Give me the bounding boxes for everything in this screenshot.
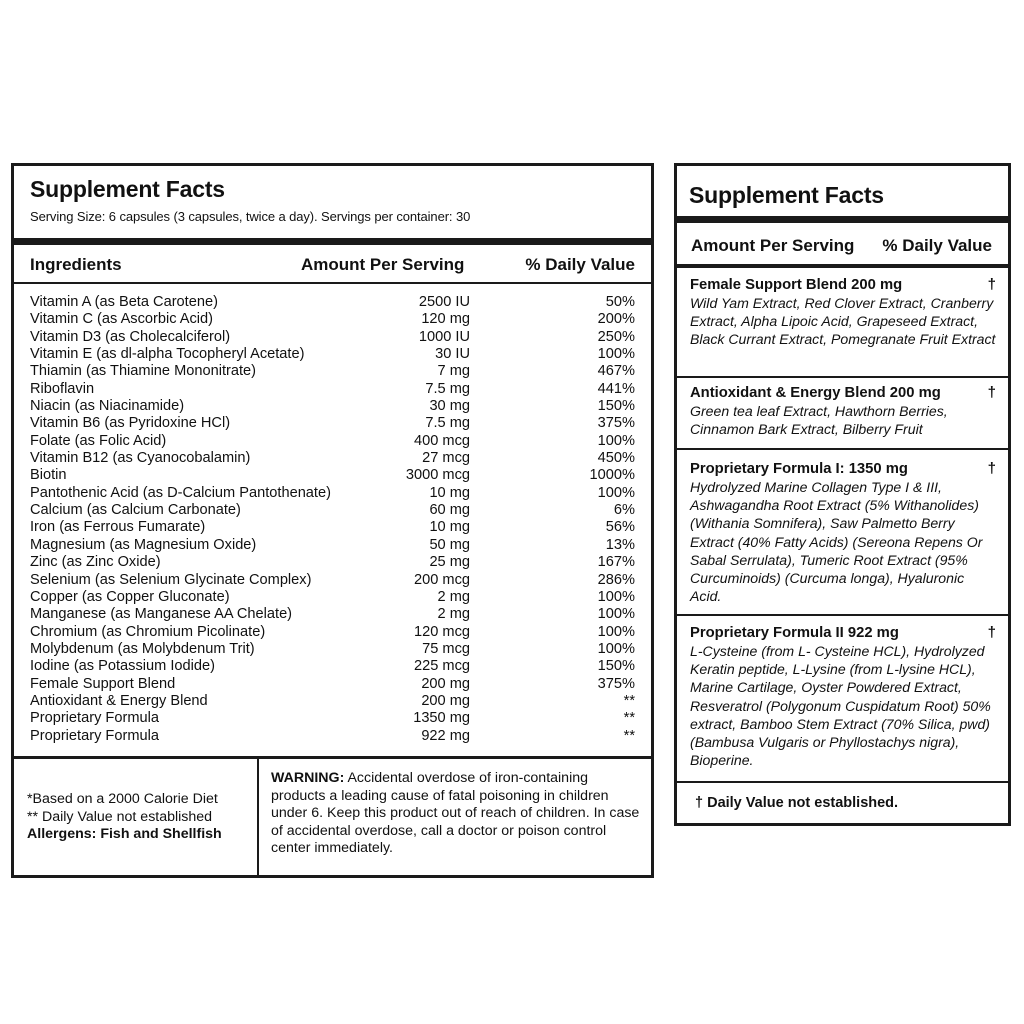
ingredient-amount: 75 mcg [422, 640, 470, 657]
ingredient-amount: 3000 mcg [405, 467, 470, 484]
ingredient-amount: 400 mcg [414, 432, 470, 449]
blend-divider [677, 781, 1008, 783]
blend-proprietary-formula-2 [690, 624, 998, 769]
ingredient-daily-value: ** [623, 692, 635, 709]
ingredient-daily-value: 100% [597, 640, 635, 657]
ingredient-name: Vitamin B12 (as Cyanocobalamin) [30, 450, 251, 467]
ingredient-row [30, 641, 635, 658]
dagger-mark: † [987, 460, 996, 477]
ingredient-name: Chromium (as Chromium Picolinate) [30, 623, 266, 640]
ingredient-daily-value: 441% [597, 380, 635, 397]
blend-divider [677, 448, 1008, 450]
ingredient-name: Manganese (as Manganese AA Chelate) [30, 606, 293, 623]
ingredient-amount: 50 mg [429, 536, 470, 553]
dagger-mark: † [987, 384, 996, 401]
ingredient-amount: 120 mg [421, 311, 470, 328]
ingredient-amount: 2500 IU [418, 294, 470, 310]
ingredient-amount: 200 mcg [414, 571, 470, 588]
ingredient-row [30, 467, 635, 484]
ingredient-daily-value: 150% [597, 398, 635, 415]
blend-divider [677, 376, 1008, 378]
ingredient-name: Antioxidant & Energy Blend [30, 692, 208, 709]
header-divider [14, 282, 651, 284]
panel-title: Supplement Facts [30, 176, 225, 202]
ingredient-daily-value: 250% [597, 328, 635, 345]
ingredient-row [30, 502, 635, 519]
warning-text: Accidental overdose of iron-containing products a leading cause of fatal poisoning in children under 6. Keep this product out of reach of children. In case of accidental overdose, call a doctor or poison control center immediately. [271, 770, 640, 856]
ingredient-row [30, 537, 635, 554]
ingredient-list [30, 294, 635, 745]
blend-name: Proprietary Formula I: 1350 mg [690, 461, 908, 477]
ingredient-row [30, 710, 635, 727]
supplement-facts-panel-blends [674, 163, 1011, 826]
ingredient-name: Zinc (as Zinc Oxide) [30, 554, 161, 571]
ingredient-name: Folate (as Folic Acid) [30, 432, 167, 449]
ingredient-amount: 200 mg [421, 692, 470, 709]
blend-divider [677, 614, 1008, 616]
blend-ingredients: Hydrolyzed Marine Collagen Type I & III, Ashwagandha Root Extract (5% Withanolides) (Withania Somnifera), Saw Palmetto Berry Extract (40% Fatty Acids) (Sereona Repens Or Sabal Serrulata), Tumeric Root Extract (95% Curcuminoids) (Curcuma longa), Hyaluronic Acid. [690, 479, 983, 605]
ingredient-daily-value: 1000% [589, 467, 635, 484]
calorie-footnote: *Based on a 2000 Calorie Diet [27, 791, 218, 807]
ingredient-amount: 7.5 mg [425, 380, 470, 397]
ingredient-name: Vitamin E (as dl-alpha Tocopheryl Acetate) [30, 346, 305, 363]
ingredient-daily-value: 200% [597, 311, 635, 328]
ingredient-row [30, 554, 635, 571]
ingredient-daily-value: 13% [605, 536, 635, 553]
header-divider [677, 264, 1008, 268]
ingredient-row [30, 485, 635, 502]
ingredient-name: Female Support Blend [30, 675, 176, 692]
ingredient-daily-value: 100% [597, 346, 635, 363]
dagger-mark: † [987, 624, 996, 641]
ingredient-name: Calcium (as Calcium Carbonate) [30, 502, 241, 519]
blend-proprietary-formula-1 [690, 460, 998, 605]
ingredient-daily-value: 50% [605, 294, 635, 310]
ingredient-amount: 27 mcg [422, 450, 470, 467]
ingredient-row [30, 589, 635, 606]
header-amount-per-serving: Amount Per Serving [301, 255, 465, 274]
blend-ingredients: Wild Yam Extract, Red Clover Extract, Cranberry Extract, Alpha Lipoic Acid, Grapeseed Extract, Black Currant Extract, Pomegranate Fruit Extract [690, 295, 996, 348]
ingredient-daily-value: 6% [613, 502, 635, 519]
ingredient-row [30, 676, 635, 693]
ingredient-row [30, 398, 635, 415]
ingredient-name: Magnesium (as Magnesium Oxide) [30, 536, 257, 553]
ingredient-daily-value: 286% [597, 571, 635, 588]
ingredient-row [30, 728, 635, 745]
ingredient-name: Vitamin B6 (as Pyridoxine HCl) [30, 415, 231, 432]
ingredient-row [30, 381, 635, 398]
ingredient-amount: 10 mg [429, 484, 470, 501]
header-amount-per-serving: Amount Per Serving [691, 236, 855, 255]
panel-title: Supplement Facts [689, 182, 884, 208]
ingredient-daily-value: 100% [597, 484, 635, 501]
ingredient-amount: 7.5 mg [425, 415, 470, 432]
header-daily-value: % Daily Value [882, 236, 992, 255]
warning-label: WARNING: [271, 770, 345, 786]
ingredient-daily-value: 100% [597, 432, 635, 449]
ingredient-row [30, 450, 635, 467]
ingredient-daily-value: 375% [597, 415, 635, 432]
ingredient-row [30, 658, 635, 675]
blend-name: Female Support Blend 200 mg [690, 277, 903, 293]
ingredient-row [30, 346, 635, 363]
dv-footnote: ** Daily Value not established [27, 808, 213, 825]
ingredient-daily-value: 56% [605, 519, 635, 536]
ingredient-row [30, 311, 635, 328]
serving-size-text: Serving Size: 6 capsules (3 capsules, twice a day). Servings per container: 30 [30, 209, 471, 224]
ingredient-daily-value: 467% [597, 363, 635, 380]
blend-antioxidant-energy [690, 384, 998, 438]
ingredient-row [30, 433, 635, 450]
ingredient-amount: 10 mg [429, 519, 470, 536]
ingredient-amount: 30 IU [435, 346, 470, 363]
blend-ingredients: L-Cysteine (from L- Cysteine HCL), Hydrolyzed Keratin peptide, L-Lysine (from L-lysine HCL), Marine Cartilage, Oyster Powdered Extract, Resveratrol (Polygonum Cuspidatum Root) 50% extract, Bamboo Stem Extract (70% Silica, pwd) (Bambusa Vulgaris or Phyllostachys nigra), Bioperine. [690, 643, 991, 769]
ingredient-amount: 1000 IU [418, 328, 470, 345]
ingredient-name: Vitamin C (as Ascorbic Acid) [30, 311, 214, 328]
thick-divider [14, 238, 651, 245]
ingredient-name: Copper (as Copper Gluconate) [30, 588, 230, 605]
ingredient-amount: 30 mg [429, 398, 470, 415]
ingredient-amount: 120 mcg [414, 623, 470, 640]
allergens-statement: Allergens: Fish and Shellfish [27, 826, 222, 842]
ingredient-daily-value: 167% [597, 554, 635, 571]
ingredient-name: Riboflavin [30, 380, 95, 397]
ingredient-amount: 2 mg [437, 606, 470, 623]
ingredient-row [30, 693, 635, 710]
footer-divider [14, 756, 651, 759]
blend-female-support [690, 276, 998, 349]
ingredient-row [30, 606, 635, 623]
ingredient-name: Selenium (as Selenium Glycinate Complex) [30, 571, 312, 588]
iron-warning [271, 770, 643, 858]
ingredient-row [30, 294, 635, 311]
ingredient-daily-value: 150% [597, 658, 635, 675]
ingredient-row [30, 329, 635, 346]
ingredient-name: Vitamin A (as Beta Carotene) [30, 294, 218, 310]
blend-name: Proprietary Formula II 922 mg [690, 625, 899, 641]
ingredient-amount: 60 mg [429, 502, 470, 519]
header-ingredients: Ingredients [30, 255, 122, 274]
supplement-facts-panel-main [11, 163, 654, 878]
ingredient-amount: 200 mg [421, 675, 470, 692]
ingredient-daily-value: 100% [597, 588, 635, 605]
dagger-mark: † [987, 276, 996, 293]
ingredient-name: Pantothenic Acid (as D-Calcium Pantothenate) [30, 484, 331, 501]
ingredient-name: Proprietary Formula [30, 710, 159, 727]
ingredient-row [30, 519, 635, 536]
ingredient-daily-value: 100% [597, 623, 635, 640]
blend-ingredients: Green tea leaf Extract, Hawthorn Berries, Cinnamon Bark Extract, Bilberry Fruit [690, 403, 948, 438]
dv-footnote: † Daily Value not established. [695, 795, 899, 811]
ingredient-row [30, 624, 635, 641]
ingredient-amount: 1350 mg [413, 710, 470, 727]
ingredient-amount: 225 mcg [414, 658, 470, 675]
ingredient-daily-value: 450% [597, 450, 635, 467]
footer-vertical-divider [257, 758, 259, 875]
ingredient-row [30, 415, 635, 432]
ingredient-name: Niacin (as Niacinamide) [30, 398, 185, 415]
footnotes [27, 791, 252, 844]
ingredient-daily-value: 375% [597, 675, 635, 692]
ingredient-name: Molybdenum (as Molybdenum Trit) [30, 640, 255, 657]
ingredient-name: Thiamin (as Thiamine Mononitrate) [30, 363, 257, 380]
ingredient-row [30, 363, 635, 380]
ingredient-daily-value: 100% [597, 606, 635, 623]
thick-divider [677, 216, 1008, 223]
ingredient-name: Biotin [30, 467, 67, 484]
ingredient-name: Iron (as Ferrous Fumarate) [30, 519, 206, 536]
ingredient-daily-value: ** [623, 710, 635, 727]
ingredient-amount: 25 mg [429, 554, 470, 571]
ingredient-daily-value: ** [623, 727, 635, 744]
ingredient-name: Vitamin D3 (as Cholecalciferol) [30, 328, 231, 345]
ingredient-name: Proprietary Formula [30, 727, 159, 744]
blend-name: Antioxidant & Energy Blend 200 mg [690, 385, 941, 401]
ingredient-amount: 7 mg [437, 363, 470, 380]
ingredient-amount: 2 mg [437, 588, 470, 605]
ingredient-amount: 922 mg [421, 727, 470, 744]
ingredient-row [30, 572, 635, 589]
header-daily-value: % Daily Value [525, 255, 635, 274]
ingredient-name: Iodine (as Potassium Iodide) [30, 658, 215, 675]
